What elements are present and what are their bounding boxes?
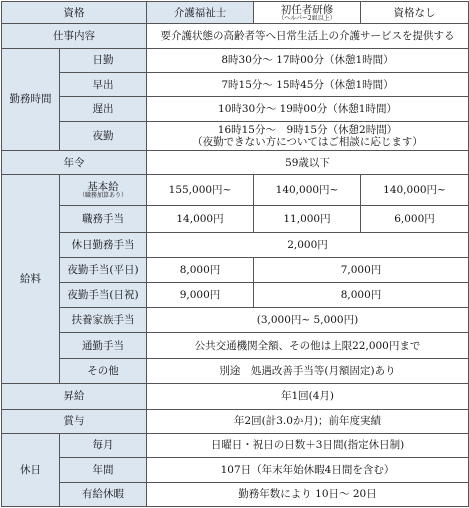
salary-holiday-row [2,233,469,258]
bonus-label: 賞与 [2,409,147,433]
qualification-header: 資格 [2,2,147,24]
hours-row-day [2,48,469,72]
salary-base-v2: 140,000円~ [254,175,361,205]
salary-holiday-label: 休日勤務手当 [60,233,147,258]
job-row [2,24,469,48]
salary-other-label: その他 [60,358,147,383]
holidays-paid-value: 勤務年数により 10日～ 20日 [147,482,469,507]
salary-family-row [2,308,469,333]
hours-day-label: 日勤 [60,48,147,72]
raise-row [2,384,469,409]
hours-night-value [147,121,469,150]
col-care-worker: 介護福祉士 [147,2,254,24]
salary-duty-v1: 14,000円 [147,205,254,232]
job-label: 仕事内容 [2,24,147,48]
salary-duty-v3: 6,000円 [361,205,469,232]
salary-night-weekday-v23: 7,000円 [254,258,469,282]
hours-night-time: 16時15分～ 9時15分（休憩2時間） [217,123,398,136]
hours-night-label: 夜勤 [60,121,147,150]
salary-night-holiday-v23: 8,000円 [254,282,469,307]
raise-label: 昇給 [2,384,147,409]
hours-late-value: 10時30分～ 19時00分（休憩1時間） [147,97,469,121]
salary-commute-label: 通勤手当 [60,333,147,358]
hours-row-night [2,121,469,150]
hours-late-label: 遅出 [60,97,147,121]
holidays-paid-row [2,482,469,507]
age-label: 年令 [2,151,147,175]
age-value: 59歳以下 [147,151,469,175]
hours-night-note: （夜勤できない方についてはご相談に応じます） [192,135,423,148]
col-initial-training-note: （ヘルパー2級以上） [278,14,336,22]
hours-row-late [2,97,469,121]
bonus-row [2,409,469,433]
salary-label: 給料 [2,175,60,384]
holidays-monthly-row [2,433,469,457]
holidays-label: 休日 [2,433,60,506]
salary-other-row [2,358,469,383]
salary-night-weekday-label: 夜勤手当(平日) [60,258,147,282]
salary-family-value: (3,000円~ 5,000円) [147,308,469,333]
salary-duty-row [2,205,469,232]
job-value: 要介護状態の高齢者等へ日常生活上の介護サービスを提供する [147,24,469,48]
hours-early-value: 7時15分～ 15時45分（休憩1時間） [147,72,469,96]
col-initial-training-label: 初任者研修 [280,3,334,16]
salary-base-label [60,175,147,205]
salary-night-holiday-row [2,282,469,307]
salary-commute-row [2,333,469,358]
salary-base-row [2,175,469,205]
salary-base-v1: 155,000円~ [147,175,254,205]
salary-base-label-text: 基本給 [87,181,119,194]
col-initial-training [254,2,361,24]
holidays-annual-label: 年間 [60,458,147,482]
holidays-monthly-label: 毎月 [60,433,147,457]
hours-early-label: 早出 [60,72,147,96]
salary-holiday-value: 2,000円 [147,233,469,258]
salary-base-label-note: （職務加算あり） [78,192,127,200]
hours-row-early [2,72,469,96]
holidays-monthly-value: 日曜日・祝日の日数＋3日間(指定休日制) [147,433,469,457]
salary-night-holiday-v1: 9,000円 [147,282,254,307]
holidays-paid-label: 有給休暇 [60,482,147,507]
salary-night-weekday-row [2,258,469,282]
employment-terms-table [1,1,469,507]
hours-day-value: 8時30分～ 17時00分（休憩1時間） [147,48,469,72]
holidays-annual-row [2,458,469,482]
salary-night-holiday-label: 夜勤手当(日祝) [60,282,147,307]
salary-night-weekday-v1: 8,000円 [147,258,254,282]
hours-label: 勤務時間 [2,48,60,150]
salary-other-value: 別途 処遇改善手当等(月額固定)あり [147,358,469,383]
salary-family-label: 扶養家族手当 [60,308,147,333]
salary-duty-label: 職務手当 [60,205,147,232]
holidays-annual-value: 107日（年末年始休暇4日間を含む） [147,458,469,482]
salary-commute-value: 公共交通機関全額、その他は上限22,000円まで [147,333,469,358]
bonus-value: 年2回(計3.0か月)；前年度実績 [147,409,469,433]
header-row [2,2,469,24]
salary-duty-v2: 11,000円 [254,205,361,232]
salary-base-v3: 140,000円~ [361,175,469,205]
age-row [2,151,469,175]
col-no-qualification: 資格なし [361,2,469,24]
raise-value: 年1回(4月) [147,384,469,409]
